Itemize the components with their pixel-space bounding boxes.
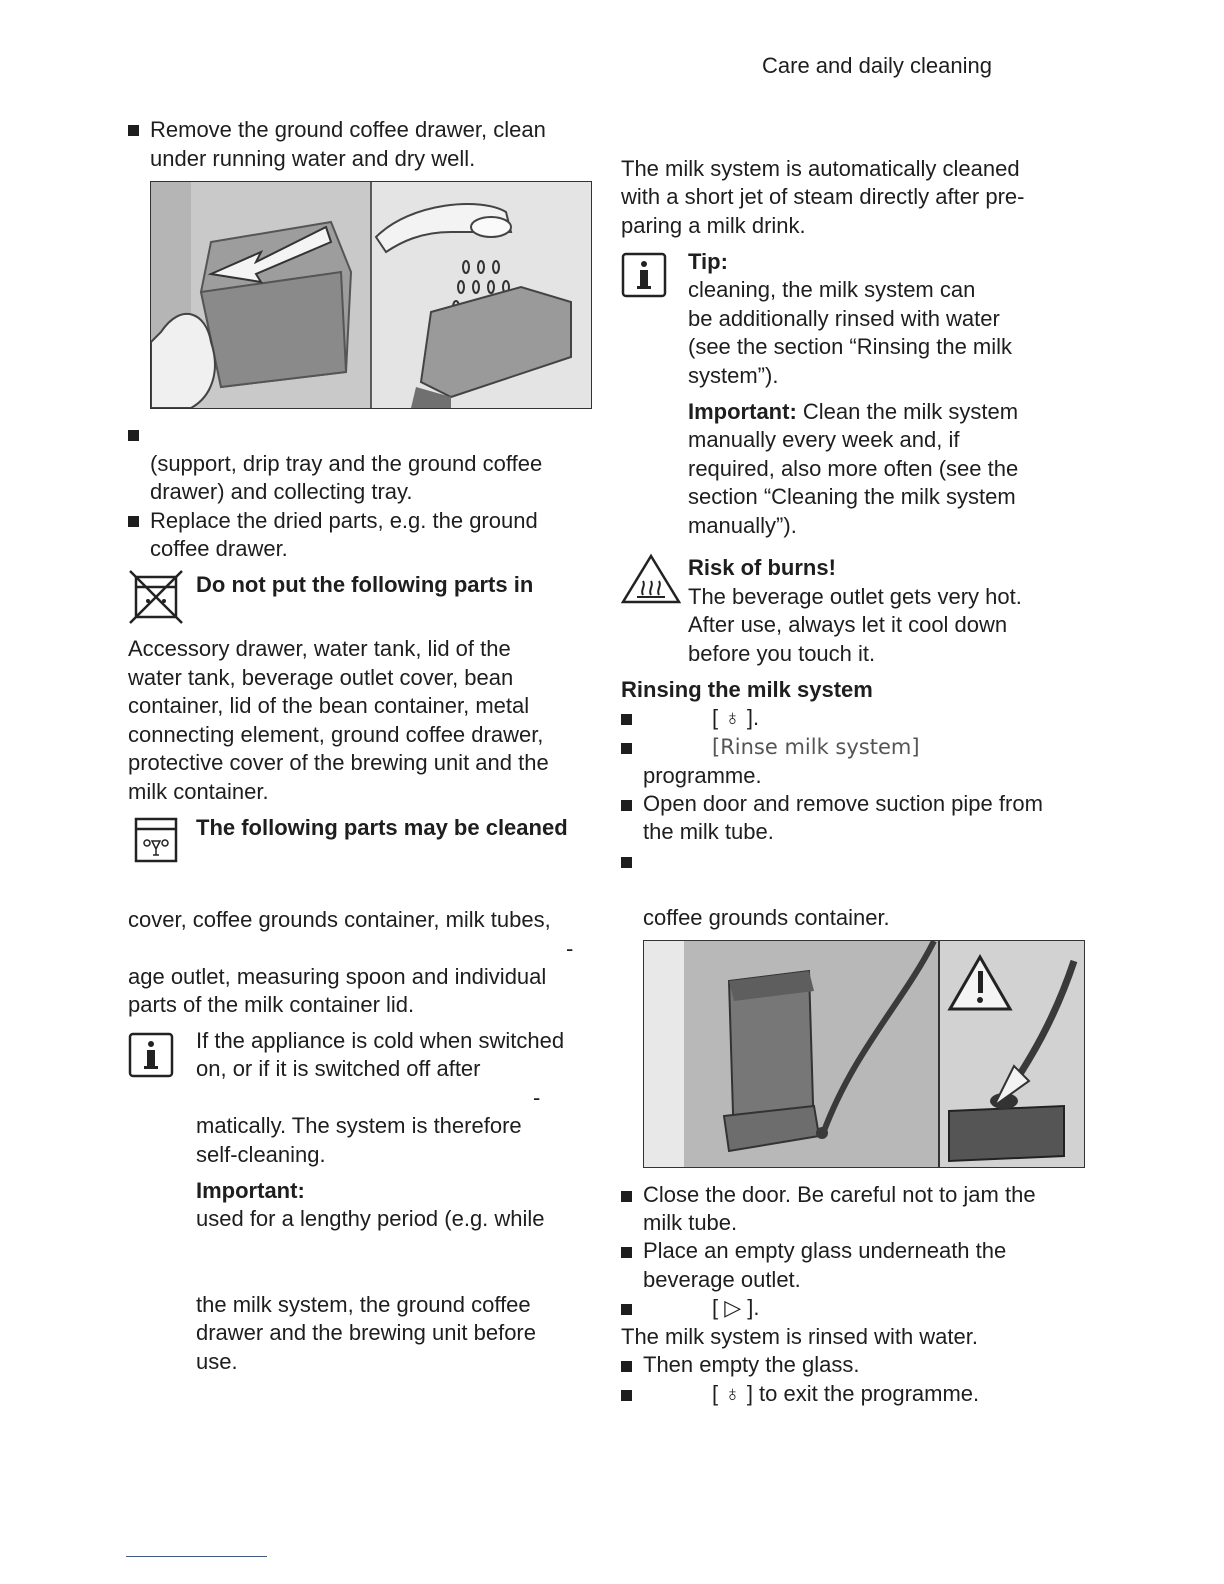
text-line: age outlet, measuring spoon and individual [128, 964, 547, 989]
bullet-icon [128, 516, 139, 527]
milk-button-ref: [ ♁ ]. [712, 705, 760, 730]
bullet-icon [621, 800, 632, 811]
hot-surface-warning-icon [620, 553, 682, 613]
text-line: matically. The system is therefore [196, 1113, 522, 1138]
suction-pipe-illustration [644, 941, 1084, 1167]
bullet-icon [621, 714, 632, 725]
text-line: The milk system is rinsed with water. [621, 1324, 978, 1349]
text-line: The beverage outlet gets very hot. [688, 584, 1022, 609]
text-line: self-cleaning. [196, 1142, 326, 1167]
text-line: on, or if it is switched off after [196, 1056, 481, 1081]
text-line: Open door and remove suction pipe from [643, 791, 1043, 816]
text-line: water tank, beverage outlet cover, bean [128, 664, 514, 690]
text-line: connecting element, ground coffee drawer, [128, 721, 544, 747]
bullet-icon [621, 1247, 632, 1258]
text-line: parts of the milk container lid. [128, 992, 415, 1017]
dishwasher-safe-heading: The following parts may be cleaned [196, 815, 568, 840]
start-button-ref: [ ▷ ]. [712, 1295, 760, 1320]
text-line: the milk tube. [643, 819, 774, 844]
figure-drawer-cleaning [150, 181, 592, 409]
bullet-icon [621, 743, 632, 754]
step-clean-parts [128, 421, 598, 507]
text-line: required, also more often (see the [688, 456, 1019, 481]
tip-label: Tip: [688, 249, 728, 274]
text-line: Remove the ground coffee drawer, clean [150, 117, 546, 142]
text-line: - [533, 1085, 541, 1110]
text-line: Replace the dried parts, e.g. the ground [150, 507, 538, 533]
text-line: drawer and the brewing unit before [196, 1320, 536, 1345]
bullet-icon [128, 125, 139, 136]
text-line: After use, always let it cool down [688, 612, 1008, 637]
text-line: (see the section “Rinsing the milk [688, 334, 1013, 359]
footer-rule [126, 1556, 267, 1557]
text-line: Then empty the glass. [643, 1352, 860, 1377]
text-line: drawer) and collecting tray. [150, 479, 413, 504]
text-line: system”). [688, 363, 779, 388]
text-line: use. [196, 1349, 238, 1374]
not-dishwasher-safe-icon [128, 569, 184, 633]
text-line: manually”). [688, 513, 797, 538]
text-line: (support, drip tray and the ground coffee [150, 450, 543, 476]
text-line: cover, coffee grounds container, milk tubes, [128, 907, 551, 932]
text-line: milk container. [128, 778, 269, 804]
text-line: under running water and dry well. [150, 145, 476, 171]
bullet-icon [621, 1361, 632, 1372]
text-line: - [566, 936, 574, 961]
important-label: Important: [688, 399, 797, 424]
text-line: Accessory drawer, water tank, lid of the [128, 636, 511, 661]
text-line: paring a milk drink. [621, 213, 806, 238]
not-dishwasher-list [128, 635, 598, 806]
text-line: coffee drawer. [150, 536, 288, 561]
text-line: coffee grounds container. [643, 905, 890, 930]
exit-programme-text: [ ♁ ] to exit the programme. [712, 1381, 980, 1406]
figure-suction-pipe [643, 940, 1085, 1168]
left-column [128, 116, 598, 173]
dishwasher-safe-icon [134, 817, 178, 871]
bullet-icon [621, 857, 632, 868]
text-line: with a short jet of steam directly after pre- [621, 184, 1025, 209]
bullet-icon [621, 1390, 632, 1401]
text-line: Close the door. Be careful not to jam the [643, 1182, 1036, 1207]
warning-title: Risk of burns! [688, 555, 836, 580]
text-line: used for a lengthy period (e.g. while [196, 1206, 545, 1231]
info-icon [128, 1032, 174, 1086]
text-line: cleaning, the milk system can [688, 277, 976, 302]
tip-important-line [688, 398, 1018, 427]
text-line: milk tube. [643, 1210, 738, 1235]
text-line: Place an empty glass underneath the [643, 1238, 1007, 1263]
page-header-title: Care and daily cleaning [762, 53, 992, 78]
text-line: manually every week and, if [688, 427, 960, 452]
text-line: The milk system is automatically cleaned [621, 156, 1020, 181]
bullet-icon [128, 430, 139, 441]
rinsing-heading: Rinsing the milk system [621, 677, 873, 702]
text-line: be additionally rinsed with water [688, 306, 1000, 331]
left-column-steps [128, 421, 598, 564]
not-dishwasher-heading: Do not put the following parts in [196, 572, 534, 597]
text-line: section “Cleaning the milk system [688, 484, 1016, 509]
text-line: the milk system, the ground coffee [196, 1292, 531, 1317]
step-remove-drawer [128, 116, 598, 173]
text-line: container, lid of the bean container, metal [128, 693, 530, 718]
text-line: programme. [643, 763, 762, 788]
important-text: Clean the milk system [802, 399, 1019, 424]
text-line: protective cover of the brewing unit and the [128, 750, 549, 775]
drawer-cleaning-illustration [151, 182, 591, 408]
text-line: If the appliance is cold when switched [196, 1028, 565, 1053]
display-rinse-milk-system: [Rinse milk system] [712, 735, 920, 759]
text-line: beverage outlet. [643, 1267, 801, 1292]
text-line: before you touch it. [688, 641, 876, 666]
bullet-icon [621, 1191, 632, 1202]
bullet-icon [621, 1304, 632, 1315]
step-replace-parts [128, 507, 598, 564]
tip-info-icon [621, 252, 667, 306]
important-label: Important: [196, 1178, 305, 1203]
